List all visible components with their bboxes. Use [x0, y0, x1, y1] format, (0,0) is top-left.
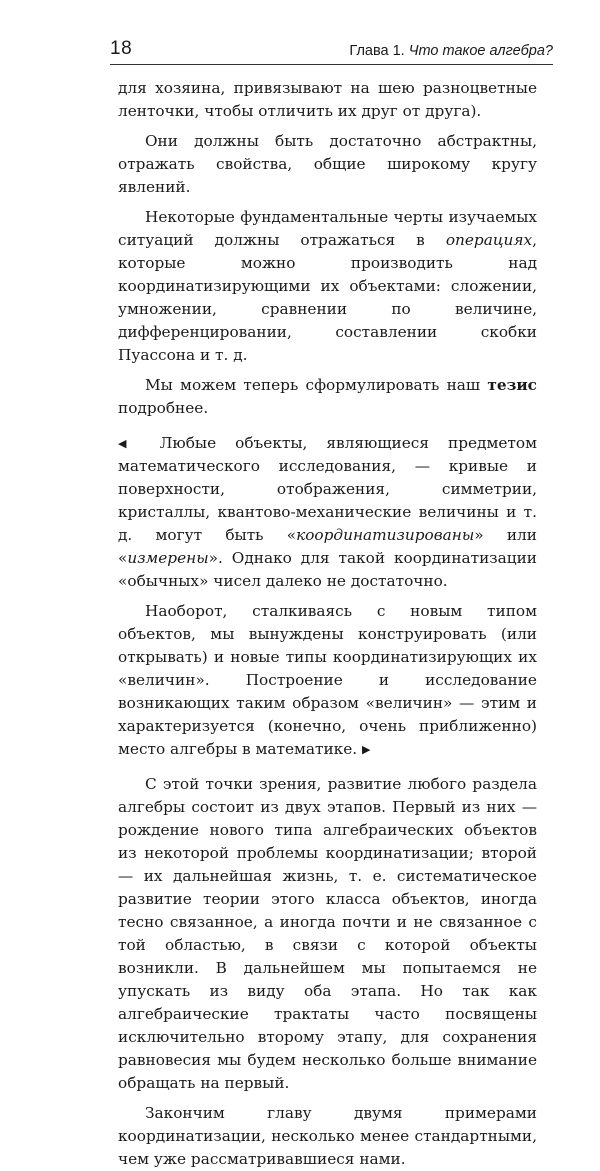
page-number: 18 — [110, 38, 133, 59]
thesis-paragraph-2: Наоборот, сталкиваясь с новым типом объектов, мы вынуждены конструировать (или открывать) и новые типы координатизирующих их «величин». Построение и исследование возникающих таким образом «величин» — этим и характеризуется (конечно, очень приближенно) место алгебры в математике. ▶ — [118, 602, 537, 758]
emphasis-measured: измерены — [127, 549, 209, 567]
chapter-heading — [349, 43, 553, 59]
emphasis-coordinatized: координатизированы — [296, 526, 475, 544]
thesis-start-marker: ◀ — [118, 437, 141, 450]
chapter-title: Что такое алгебра? — [408, 43, 553, 59]
paragraph-conclusion: Закончим главу двумя примерами координатизации, несколько менее стандартными, чем уже рассматривавшиеся нами. — [118, 1104, 537, 1168]
paragraph-two-stages: С этой точки зрения, развитие любого раздела алгебры состоит из двух этапов. Первый из них — рождение нового типа алгебраических объектов из некоторой проблемы координатизации; второй — их дальнейшая жизнь, т. е. систематическое развитие теории этого класса объектов, иногда тесно связанное, а иногда почти и не связанное с той областью, в связи с которой объекты возникли. В дальнейшем мы попытаемся не упускать из виду оба этапа. Но так как алгебраические трактаты часто посвящены исключительно второму этапу, для сохранения равновесия мы будем несколько больше внимание обращать на первый. — [118, 775, 537, 1092]
emphasis-operations: операциях — [445, 231, 533, 249]
paragraph-thesis-intro: Мы можем теперь сформулировать наш тезис подробнее. — [118, 376, 537, 417]
thesis-paragraph-1: ◀ Любые объекты, являющиеся предметом математического исследования, — кривые и поверхности, отображения, симметрии, кристаллы, квантово-механические величины и т. д. могут быть «координатизированы» или «измерены». Однако для такой координатизации «обычных» чисел далеко не достаточно. — [118, 434, 537, 590]
bold-thesis: тезис — [487, 376, 537, 394]
paragraph-continued: для хозяина, привязывают на шею разноцветные ленточки, чтобы отличить их друг от друга). — [118, 79, 537, 120]
page-body — [118, 77, 537, 1171]
running-header — [110, 38, 553, 65]
paragraph-operations: Некоторые фундаментальные черты изучаемых ситуаций должны отражаться в операциях, которые можно производить над координатизирующими их объектами: сложении, умножении, сравнении по величине, дифференцировании, составлении скобки Пуассона и т. д. — [118, 208, 537, 364]
thesis-end-marker: ▶ — [362, 743, 371, 756]
paragraph-abstract: Они должны быть достаточно абстрактны, отражать свойства, общие широкому кругу явлений. — [118, 132, 537, 196]
thesis-block — [118, 432, 537, 761]
chapter-label: Глава 1. — [349, 43, 405, 59]
